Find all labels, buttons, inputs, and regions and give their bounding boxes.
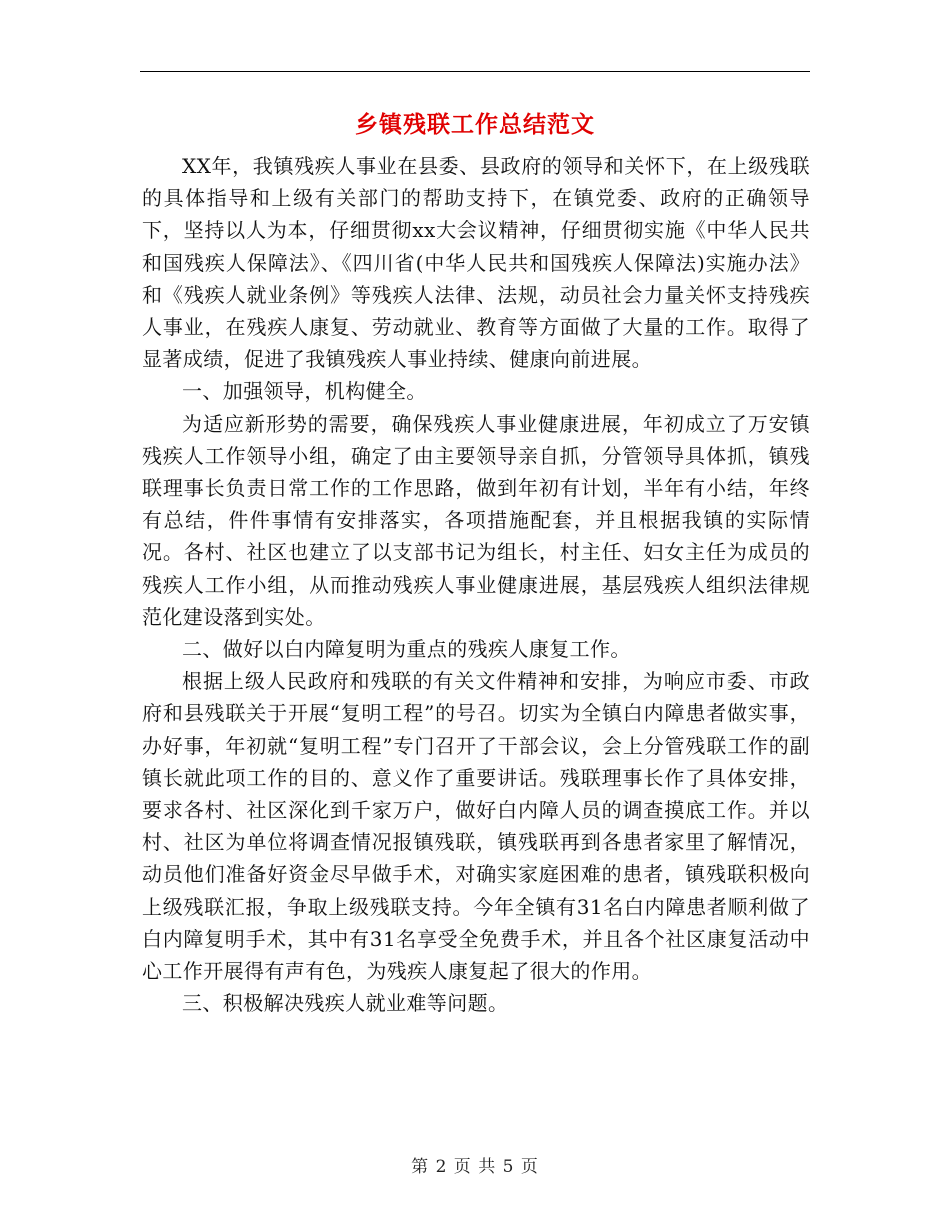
header-rule bbox=[140, 71, 810, 72]
section-paragraph-1: 为适应新形势的需要，确保残疾人事业健康进展，年初成立了万安镇残疾人工作领导小组，确定了由主要领导亲自抓，分管领导具体抓，镇残联理事长负责日常工作的工作思路，做到年初有计划，半年有小结，年终有总结，件件事情有安排落实，各项措施配套，并且根据我镇的实际情况。各村、社区也建立了以支部书记为组长，村主任、妇女主任为成员的残疾人工作小组，从而推动残疾人事业健康进展，基层残疾人组织法律规范化建设落到实处。 bbox=[142, 411, 810, 629]
section-heading-2: 二、做好以白内障复明为重点的残疾人康复工作。 bbox=[182, 637, 631, 662]
document-title: 乡镇残联工作总结范文 bbox=[355, 111, 595, 138]
section-heading-3: 三、积极解决残疾人就业难等问题。 bbox=[182, 991, 509, 1016]
document-body bbox=[142, 150, 810, 1019]
section-heading-1: 一、加强领导，机构健全。 bbox=[182, 379, 427, 404]
page-number-footer: 第 2 页 共 5 页 bbox=[411, 1157, 539, 1177]
intro-paragraph: XX年，我镇残疾人事业在县委、县政府的领导和关怀下，在上级残联的具体指导和上级有关部门的帮助支持下，在镇党委、政府的正确领导下，坚持以人为本，仔细贯彻xx大会议精神，仔细贯彻实施《中华人民共和国残疾人保障法》、《四川省(中华人民共和国残疾人保障法)实施办法》和《残疾人就业条例》等残疾人法律、法规，动员社会力量关怀支持残疾人事业，在残疾人康复、劳动就业、教育等方面做了大量的工作。取得了显著成绩，促进了我镇残疾人事业持续、健康向前进展。 bbox=[142, 154, 810, 372]
section-paragraph-2: 根据上级人民政府和残联的有关文件精神和安排，为响应市委、市政府和县残联关于开展“复明工程”的号召。切实为全镇白内障患者做实事，办好事，年初就“复明工程”专门召开了干部会议，会上分管残联工作的副镇长就此项工作的目的、意义作了重要讲话。残联理事长作了具体安排，要求各村、社区深化到千家万户，做好白内障人员的调查摸底工作。并以村、社区为单位将调查情况报镇残联，镇残联再到各患者家里了解情况，动员他们准备好资金尽早做手术，对确实家庭困难的患者，镇残联积极向上级残联汇报，争取上级残联支持。今年全镇有31名白内障患者顺利做了白内障复明手术，其中有31名享受全免费手术，并且各个社区康复活动中心工作开展得有声有色，为残疾人康复起了很大的作用。 bbox=[142, 669, 810, 984]
